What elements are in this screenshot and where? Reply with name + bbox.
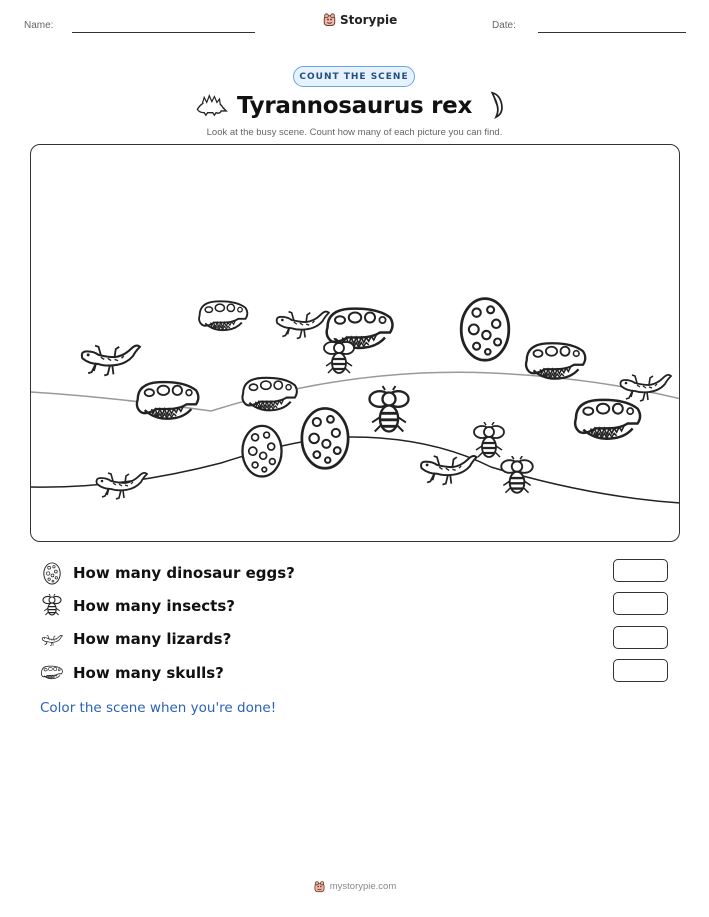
storypie-mascot-icon (313, 880, 326, 893)
name-line[interactable] (72, 32, 255, 33)
color-instruction: Color the scene when you're done! (40, 700, 277, 716)
egg-icon (302, 408, 348, 468)
question-lizards (40, 627, 231, 651)
footer (0, 880, 709, 893)
dinosaur-tooth-icon (486, 91, 506, 119)
answer-box-insects[interactable] (613, 592, 668, 615)
brand-name: Storypie (340, 12, 398, 27)
question-text: How many insects? (73, 597, 235, 615)
egg-icon (461, 299, 509, 361)
answer-box-skulls[interactable] (613, 659, 668, 682)
bee-icon (324, 338, 354, 373)
name-label: Name: (24, 20, 54, 31)
egg-icon (242, 426, 281, 477)
question-text: How many dinosaur eggs? (73, 564, 295, 582)
count-scene (30, 144, 680, 542)
question-text: How many lizards? (73, 630, 232, 648)
question-skulls (40, 661, 224, 685)
bee-icon (40, 594, 64, 618)
date-line[interactable] (538, 32, 686, 33)
question-eggs (40, 561, 295, 585)
lizard-icon (277, 312, 329, 339)
skull-icon (526, 343, 585, 378)
question-insects (40, 594, 235, 618)
answer-box-lizards[interactable] (613, 626, 668, 649)
skull-icon (575, 400, 640, 439)
skull-icon (242, 378, 296, 411)
storypie-mascot-icon (322, 12, 337, 27)
answer-box-eggs[interactable] (613, 559, 668, 582)
skull-icon (199, 301, 247, 330)
skull-icon (40, 661, 64, 685)
footer-url[interactable]: mystorypie.com (329, 881, 397, 892)
skull-icon (137, 382, 198, 419)
bee-icon (474, 422, 504, 457)
scene-illustration (31, 145, 680, 542)
activity-badge: COUNT THE SCENE (293, 66, 415, 87)
bee-icon (370, 386, 409, 432)
date-label: Date: (492, 20, 516, 31)
page-title: Tyrannosaurus rex (236, 93, 473, 119)
question-text: How many skulls? (73, 664, 224, 682)
instructions: Look at the busy scene. Count how many of each picture you can find. (206, 127, 503, 138)
bee-icon (501, 456, 533, 493)
brand-logo (322, 12, 397, 27)
lizard-icon (621, 375, 672, 401)
lizard-icon (97, 473, 148, 499)
egg-icon (40, 561, 64, 585)
lizard-icon (40, 627, 64, 651)
lizard-icon (421, 456, 477, 485)
lizard-icon (82, 346, 140, 376)
